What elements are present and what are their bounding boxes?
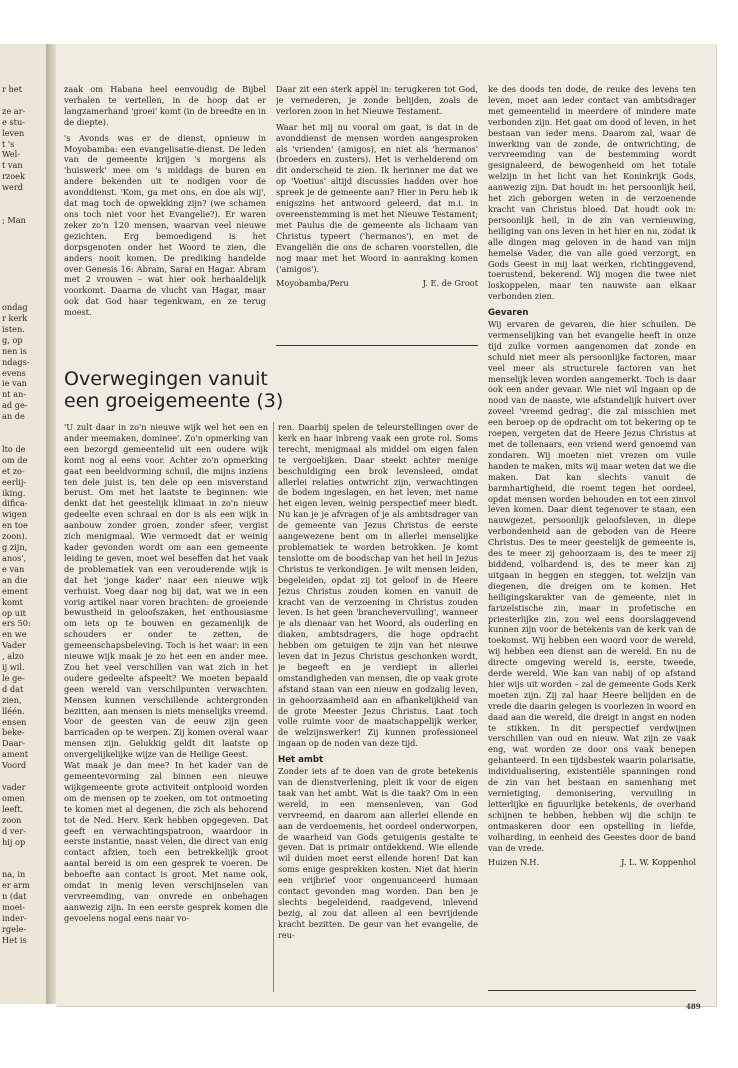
paragraph: ren. Daarbij spelen de teleurstellingen over de kerk en haar inbreng vaak een grote rol. Soms terecht, menigmaal als middel om eigen falen te vergoelijken. Daar steekt achter menige beschuldiging een brok levensleed, omdat allerlei relaties ontwricht zijn, verwachtingen de bodem ingeslagen, en het leven, met name het eigen leven, weinig perspectief meer biedt. Nu kan je je afvragen of je als ambtsdrager van de gemeente van Jezus Christus de eerste aangewezene bent om in allerlei menselijke problematiek te worden betrokken. Je komt tenslotte om de boodschap van het heil in Jezus Christus te verkondigen. Je wilt mensen leiden, begeleiden, opdat zij tot geloof in de Heere Jezus Christus zouden komen en vanuit de kracht van de verzoening in Christus zouden leven. Is het geen 'branchevervuiling', wanneer je als dienaar van het Woord, als ouderling en diaken, ambtsdragers, die hoge opdracht hebben om getuigen te zijn van het nieuwe leven dat in Jezus Christus geschonken wordt, je begeeft en je verdiept in allerlei omstandigheden van mensen, die op vaak grote afstand staan van een nieuw en godzalig leven, in gehoorzaamheid aan en afhankelijkheid van de grote Meester Jezus Christus. Laat toch volle ruimte voor de maatschappelijk werker, de welzijnswerker! Zij kunnen professioneel ingaan op de noden van deze tijd.	[278, 422, 478, 749]
facing-page	[0, 44, 47, 1004]
subheading-gevaren: Gevaren	[488, 308, 529, 319]
article2-author: J. L. W. Koppenhol	[621, 857, 696, 868]
column-divider	[273, 422, 274, 992]
subheading-het-ambt: Het ambt	[278, 755, 324, 766]
page-number: 489	[686, 1002, 701, 1011]
article2-signature	[488, 853, 696, 868]
article2-col1	[64, 422, 268, 997]
article1-end-rule	[276, 345, 478, 346]
facing-page-text: r het ze ar- e stu- leven t 's Wel- t van rzoek werd ; Man ondag r kerk isten. g, op nen is ndags- evens ie van nt an- ad ge- an de lto de om de et zo- eerlij- iking. difica- wigen en toe zoon). g zijn, anos', e van an die ement komt op uit ers 50: en we Vader , alzo ij wil. le ge- d dat zien, lléén. ensen beke- Daar- ament Voord vader omen leeft. zoon d ver- hij op na, in er arm n (dat moei- inder- rgele- Het is	[2, 84, 31, 945]
article2-end-rule	[488, 990, 696, 991]
paragraph: ke des doods ten dode, de reuke des levens ten leven, moet aan ieder contact van ambtsdrager met gemeentelid in meerdere of mindere mate verbonden zijn. Het gaat om dood of leven, in het bestaan van ieder mens. Daarom zal, waar de inwerking van de zonde, de ontwrichting, de vervreemding van de bestemming wordt gesignaleerd, de bewogenheid om het totale welzijn in het licht van het Koninkrijk Gods, aanwezig zijn. Dat houdt in: het persoonlijk heil, het zich geborgen weten in de verzoenende kracht van Christus bloed. Dat houdt ook in: persoonlijk heil, in de zin van vernieuwing, heiliging van ons leven in het hier en nu, zodat ik alle dingen mag geloven in de hand van mijn hemelse Vader, die van alle goed verzorgt, en Gods Geest in mij laat werken, richtinggevend, toerustend, bekerend. Wij mogen die twee niet loskoppelen, maar ten nauwste aan elkaar verbonden zien.	[488, 84, 696, 302]
article1-author: J. E. de Groot	[422, 278, 478, 289]
paragraph: 'U zult daar in zo'n nieuwe wijk wel het een en ander meemaken, dominee'. Zo'n opmerking van een bezorgd gemeentelid uit een oudere wijk komt nog al eens voor. Achter zo'n opmerking gaat een beeldvorming schuil, die mijns inziens ten dele juist is, ten dele op een misverstand berust. Om met het laatste te beginnen: wie denkt dat het geestelijk klimaat in zo'n nieuw gedeelte even schraal en dor is als een wijk in aanbouw zonder groen, zonder sfeer, vergist zich menigmaal. Wie vermoedt dat er weinig kader gevonden wordt om aan een gemeente leiding te geven, moet wel beseffen dat het vaak de problematiek van een verouderende wijk is dat het 'jonge kader' naar een nieuwe wijk verhuist. Voeg daar nog bij dat, wat we in een vorig artikel naar voren brachten: de groeiende bewustheid in geloofszaken, het enthousiasme om iets op te bouwen en gezamenlijk de schouders er onder te zetten, de gemeenschapsbeleving. Toch is het waar: in een nieuwe wijk maak je zo het een en ander mee. Zou het veel verschillen van wat zich in het oudere gedeelte afspeelt? We moeten bepaald geen wereld van verschilpunten verwachten. Mensen kunnen verschillende achtergronden bezitten, aan mensen is niets menselijks vreemd. Voor de geesten van de eeuw zijn geen barricaden op te werpen. Zij komen overal waar mensen zijn. Gelukkig geldt dit laatste op onvergelijkelijke wijze van de Heilige Geest.	[64, 422, 268, 760]
paragraph: Wij ervaren de gevaren, die hier schuilen. De vermenselijking van het evangelie heeft in onze tijd zulke vormen aangenomen dat zonde en schuld niet meer als persoonlijke factoren, maar veel meer als structurele factoren van het menselijk leven worden aangemerkt. Toch is daar ook een ander gevaar. Wie niet wil ingaan op de nood van de naaste, wie afstandelijk huivert over zoveel 'vreemd gedrag', die zal misschien met een beroep op de opdracht om tot bekering op te roepen, vergeten dat de Heere Jezus Christus at met de tollenaars, een vriend werd genoemd van zondaren. Wij moeten niet vrezen om vuile handen te maken, mits wij maar weten dat we die maken. Dat kan slechts vanuit de barmhartigheid, die roemt tegen het oordeel, opdat mensen worden behouden en tot een zinvol leven komen. Daar dient tegenover te staan, een nauwgezet, persoonlijk geloofsleven, in diepe verbondenheid aan de geboden van de Heere Christus. Des te meer geestelijk de gemeente is, des te meer zij gehoorzaam is, des te meer zij biddend, volhardend is, des te meer kan zij uitgaan in heggen en steggen, tot welzijn van diegenen, die dreigen om te komen. Het heiligingskarakter van de gemeente, niet in farizeïstische zin, maar in profetische en priesterlijke zin, zou wel eens doorslaggevend kunnen zijn voor de betekenis van de kerk van de toekomst. Wij hebben een woord voor de wereld, wij hebben een dienst aan de wereld. En nu de directe omgeving wereld is, eerste, tweede, derde wereld. Wie kan van nabij of op afstand hier wijs uit worden – zal de gemeente Gods Kerk moeten zijn. Zij zal haar Heere belijden en de vrede die daarin gelegen is voorlezen in woord en daad aan die wereld, die dreigt in angst en noden te stikken. In dit perspectief verdwijnen verschillen van oud en nieuw. Wat zijn ze vaak eng, wat worden ze door ons vaak benepen gehanteerd. In een tijdsbestek waarin polarisatie, individualisering, existentiële spanningen rond de zin van het bestaan en samenhang met vernietiging, demonisering, vervuiling in letterlijke en figuurlijke betekenis, de overhand schijnen te hebben, hebben wij die schijn te ontmaskeren door een opstelling in liefde, volharding, in eenheid des Geestes door de band van de vrede.	[488, 319, 696, 853]
article2-col3	[488, 84, 696, 984]
paragraph: Waar het mij nu vooral om gaat, is dat in de avonddienst de mensen worden aangesproken als 'vrienden' (amigos), en niet als 'hermanos' (broeders en zusters). Het is verhelderend om dit onderscheid te zien. Ik herinner me dat we op 'Voetius' altijd discussies hadden over hoe spreek je de gemeente aan? Hier in Peru heb ik enigszins het antwoord geleerd, dat m.i. in overeenstemming is met het Nieuwe Testament; met Paulus die de gemeente als lichaam van Christus typeert ('hermanos'), en met de Evangeliën die ons de scharen voorstellen, die nog maar met het Woord in aanraking komen ('amigos').	[276, 121, 478, 274]
article-title: Overwegingen vanuit een groeigemeente (3)	[64, 368, 284, 412]
page-spine	[46, 44, 56, 1004]
paragraph: Wat maak je dan mee? In het kader van de gemeentevorming zal binnen een nieuwe wijkgemeente grote activiteit ontplooid worden om de mensen op te zoeken, om tot ontmoeting te komen met al degenen, die zich als behorend tot de Ned. Herv. Kerk hebben opgegeven. Dat geeft en verwachtingspatroon, waardoor in eerste instantie, naast velen, die direct van enig contact afzien, toch een betrekkelijk groot aantal bereid is om een gesprek te voeren. De behoefte aan contact is groot. Met name ook, omdat in menig leven verschijnselen van vervreemding, van onvrede en onbehagen aanwezig zijn. In een eerste gesprek komen die gevoelens nogal eens naar vo-	[64, 760, 268, 923]
article1-signature	[276, 274, 478, 289]
paragraph: zaak om Habana heel eenvoudig de Bijbel verhalen te vertellen, in de hoop dat er langzamerhand 'groei' komt (in de breedte en in de diepte).	[64, 84, 266, 127]
article1-col2	[276, 84, 478, 340]
paragraph: Zonder iets af te doen van de grote betekenis van de dienstverlening, pleit ik voor de eigen taak van het ambt. Wat is die taak? Om in een wereld, in een mensenleven, van God vervreemd, en daarom aan allerlei ellende en aan de verdoemenis, het oordeel onderworpen, de waarheid van Gods getuigenis gestalte te geven. Dat is primair ontdekkend. Wie ellende wil duiden moet eerst ellende horen! Dat kan soms enige gesprekken kosten. Niet dat hierin een vrijbrief voor ongenuanceerd humaan contact gevonden mag worden. Dan ben je slechts begeleidend, raadgevend, inlevend bezig, al zou dat alleen al een bevrijdende kracht bezitten. De geur van het evangelie, de reu-	[278, 766, 478, 940]
paragraph: Daar zit een sterk appèl in: terugkeren tot God, je vernederen, je zonde belijden, zoals de verloren zoon in het Nieuwe Testament.	[276, 84, 478, 116]
article1-col1	[64, 84, 266, 340]
article2-place: Huizen N.H.	[488, 857, 540, 868]
paragraph: 's Avonds was er de dienst, opnieuw in Moyobamba: een evangelisatie-dienst. De leden van de gemeente krijgen 's morgens als 'huiswerk' mee om 's middags de buren en andere bekenden uit te nodigen voor de avonddienst. 'Kom, ga met ons, en doe als wij', dat mag toch de opwekking zijn? (we schamen ons toch niet voor het Evangelie?). Er waren zeker zo'n 120 mensen, waarvan veel nieuwe gezichten. Erg bemoedigend is het dorpsgenoten onder het Woord te zien, die anders nooit komen. De prediking handelde over Genesis 16: Abram, Sarai en Hagar. Abram met 2 vrouwen – wat hier ook herhaaldelijk voorkomt. Daarna de vlucht van Hagar, maar ook dat God haar tegenkwam, en ze terug moest.	[64, 132, 266, 318]
article2-col2	[278, 422, 478, 997]
article1-place: Moyobamba/Peru	[276, 278, 349, 289]
